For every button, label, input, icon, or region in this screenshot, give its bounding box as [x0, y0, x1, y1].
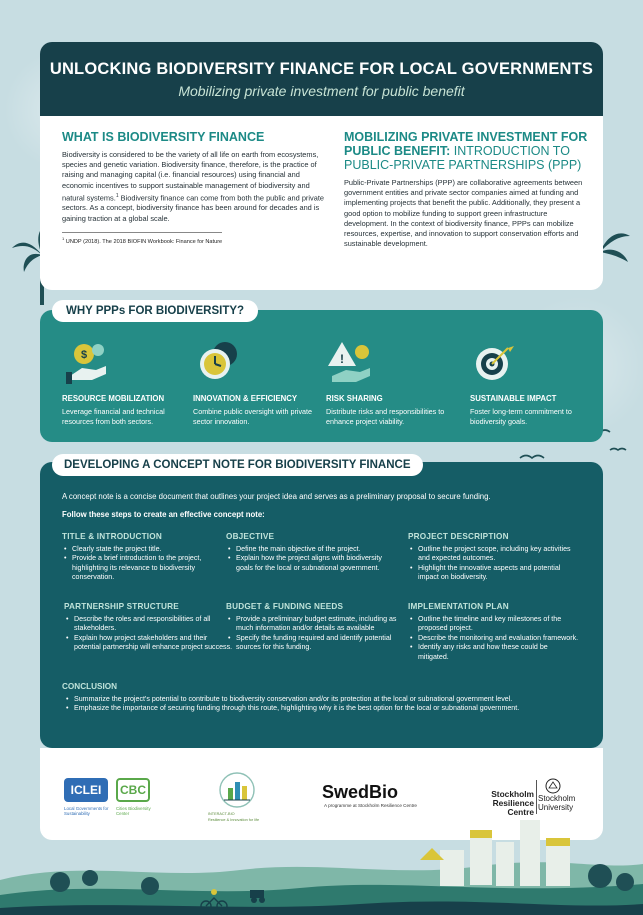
footnote-number: 1 — [62, 235, 65, 241]
what-is-body-2: Biodiversity finance can come from both the public and private sectors. As a concept, biodiversity finance has been around for decades and is gaining traction at a global scale. — [62, 193, 324, 223]
iclei-logo: ICLEI — [64, 778, 108, 802]
step-bullets — [226, 615, 398, 653]
what-is-heading: WHAT IS BIODIVERSITY FINANCE — [62, 130, 265, 144]
step-bullets — [408, 545, 580, 583]
ppp-item-text: Combine public oversight with private sector innovation. — [193, 407, 313, 426]
footnote-divider — [62, 232, 222, 233]
list-item: • Emphasize the importance of securing funding through this route, highlighting why it is the best option for the local or subnational government. — [74, 704, 592, 713]
ppp-item-title: INNOVATION & EFFICIENCY — [193, 394, 298, 403]
list-item: • Provide a brief introduction to the project, highlighting its relevance to biodiversity conservation. — [72, 554, 234, 582]
list-item: • Explain how project stakeholders and their potential partnership will enhance project success. — [74, 634, 236, 653]
concept-note-follow: Follow these steps to create an effective concept note: — [62, 510, 265, 519]
ppp-item-risk — [326, 338, 456, 426]
mobilizing-heading-light: INTRODUCTION TO PUBLIC-PRIVATE PARTNERSHIPS (PPP) — [344, 144, 582, 172]
list-item: • Outline the project scope, including key activities and expected outcomes. — [418, 545, 580, 564]
step-bullets — [64, 615, 236, 653]
why-ppp-section — [40, 310, 603, 442]
footnote — [62, 236, 324, 245]
step-bullets — [226, 545, 398, 573]
intro-section — [40, 116, 603, 290]
list-item: • Describe the roles and responsibilities of all stakeholders. — [74, 615, 236, 634]
step-title: PARTNERSHIP STRUCTURE — [64, 602, 179, 611]
list-item: • Explain how the project aligns with biodiversity goals for the local or subnational government. — [236, 554, 398, 573]
why-ppp-heading: WHY PPPs FOR BIODIVERSITY? — [52, 300, 258, 322]
logo-divider — [536, 780, 537, 814]
cyclist-head-icon — [211, 889, 217, 895]
list-item: • Summarize the project's potential to contribute to biodiversity conservation and/or its protection at the local or subnational government level. — [74, 695, 592, 704]
mobilizing-heading-bold: MOBILIZING PRIVATE INVESTMENT FOR PUBLIC BENEFIT: — [344, 130, 588, 158]
mobilizing-heading — [344, 130, 588, 172]
list-item: • Highlight the innovative aspects and potential impact on biodiversity. — [418, 564, 580, 583]
stockholm-university-logo: Stockholm University — [538, 794, 576, 812]
step-project-description — [408, 532, 580, 583]
what-is-column — [62, 130, 324, 245]
mobilizing-body: Public-Private Partnerships (PPP) are collaborative agreements between government entities and private sector companies aimed at funding and implementing projects that benefit the public. Additionally, they present a good option to mobilize funding to support green infrastructure development. In the context of biodiversity finance, PPPs can mobilize resources, expertise, and innovation to support conservation efforts and sustainable development. — [344, 178, 583, 249]
ppp-item-impact — [470, 338, 600, 426]
mobilizing-column — [344, 130, 588, 249]
step-partnership-structure — [64, 602, 236, 653]
conclusion-bullets — [62, 695, 592, 714]
city-buildings-icon — [440, 820, 570, 886]
page-title: UNLOCKING BIODIVERSITY FINANCE FOR LOCAL GOVERNMENTS — [49, 60, 594, 78]
ppp-item-innovation — [193, 338, 323, 426]
stockholm-resilience-centre-logo: Stockholm Resilience Centre — [491, 789, 534, 817]
ppp-item-text: Distribute risks and responsibilities to enhance project viability. — [326, 407, 445, 426]
step-title: OBJECTIVE — [226, 532, 275, 541]
conclusion — [62, 682, 592, 714]
list-item: • Identify any risks and how these could be mitigated. — [418, 643, 580, 662]
list-item: • Outline the timeline and key milestones of the proposed project. — [418, 615, 580, 634]
conclusion-title: CONCLUSION — [62, 682, 118, 691]
svg-text:$: $ — [80, 349, 88, 361]
list-item: • Clearly state the project title. — [72, 545, 234, 554]
swedbio-logo-sub: A programme at Stockholm Resilience Centre — [324, 803, 417, 808]
step-title-introduction — [62, 532, 234, 583]
list-item: • Describe the monitoring and evaluation framework. — [418, 634, 580, 643]
step-objective — [226, 532, 398, 573]
page-subtitle: Mobilizing private investment for public benefit — [178, 83, 465, 99]
list-item: • Define the main objective of the project. — [236, 545, 398, 554]
step-bullets — [62, 545, 234, 583]
target-icon — [470, 338, 522, 386]
step-title: PROJECT DESCRIPTION — [408, 532, 509, 541]
step-title: BUDGET & FUNDING NEEDS — [226, 602, 344, 611]
step-budget-funding — [226, 602, 398, 653]
step-implementation-plan — [408, 602, 580, 662]
concept-note-section — [40, 462, 603, 748]
ppp-item-resource — [62, 338, 192, 426]
list-item: • Specify the funding required and identify potential sources for this funding. — [236, 634, 398, 653]
header-banner — [40, 42, 603, 116]
cbc-logo-sub: Cities Biodiversity Center — [116, 806, 151, 816]
step-title: IMPLEMENTATION PLAN — [408, 602, 509, 611]
step-bullets — [408, 615, 580, 662]
footnote-text: UNDP (2018). The 2018 BIOFIN Workbook: Finance for Nature — [64, 238, 223, 245]
interact-bio-logo-icon — [214, 770, 260, 810]
money-hand-icon — [62, 338, 114, 386]
footnote-marker: 1 — [115, 192, 119, 199]
ppp-item-text: Foster long-term commitment to biodiversity goals. — [470, 407, 572, 426]
ppp-item-title: RESOURCE MOBILIZATION — [62, 394, 165, 403]
ppp-item-title: RISK SHARING — [326, 394, 383, 403]
clock-gear-icon — [193, 338, 245, 386]
swedbio-logo: SwedBio — [322, 782, 399, 802]
concept-note-intro: A concept note is a concise document that outlines your project idea and serves as a preliminary proposal to secure funding. — [62, 492, 491, 501]
iclei-logo-sub: Local Governments for Sustainability — [64, 806, 109, 816]
stockholm-university-crest-icon — [545, 778, 561, 794]
ppp-item-title: SUSTAINABLE IMPACT — [470, 394, 557, 403]
step-title: TITLE & INTRODUCTION — [62, 532, 162, 541]
ppp-item-text: Leverage financial and technical resources from both sectors. — [62, 407, 165, 426]
svg-text:!: ! — [340, 352, 344, 366]
interact-bio-logo-sub: Resilience & Innovation for life — [208, 818, 260, 822]
list-item: • Provide a preliminary budget estimate, including as much information and/or details as available — [236, 615, 398, 634]
risk-hand-icon — [326, 338, 378, 386]
concept-note-heading: DEVELOPING A CONCEPT NOTE FOR BIODIVERSITY FINANCE — [52, 454, 423, 476]
landscape-illustration — [0, 820, 643, 915]
cbc-logo: CBC — [116, 778, 150, 802]
interact-bio-logo-text: INTERACT-BIO — [208, 812, 235, 816]
what-is-body-1: Biodiversity is considered to be the variety of all life on earth from ecosystems, species and genetic variation. Biodiversity finance, therefore, is the practice of raising and managing capital (i.e. financial resources) using financial and economic incentives to support sustainable management of biodiversity and natural systems. — [62, 150, 319, 203]
what-is-body — [62, 150, 324, 224]
